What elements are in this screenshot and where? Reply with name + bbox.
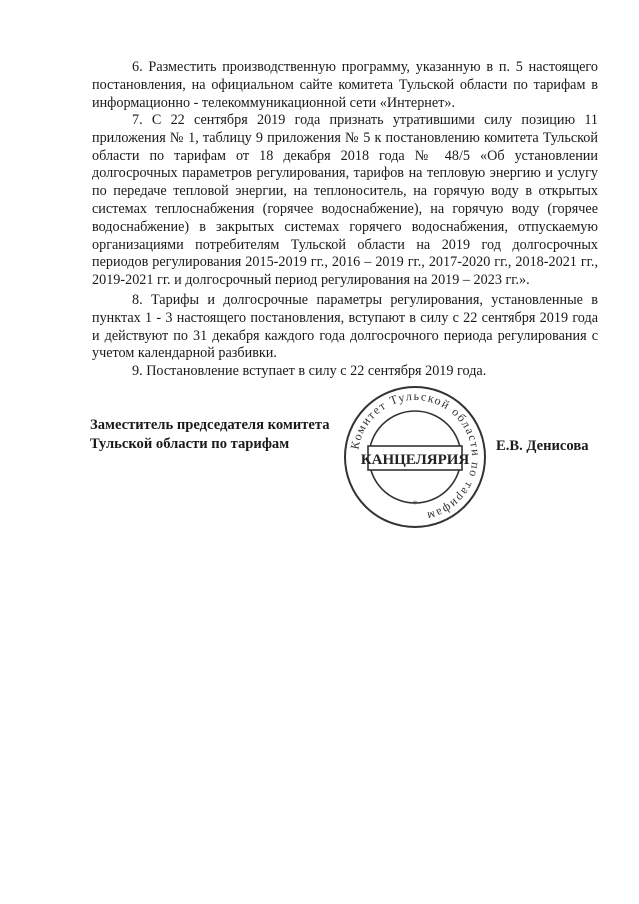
stamp-ring-text: Комитет Тульской области по тарифам (347, 388, 484, 524)
svg-text:*: * (412, 500, 418, 510)
signatory-title-line-2: Тульской области по тарифам (90, 436, 290, 452)
office-stamp (341, 383, 489, 531)
signatory-name: Е.В. Денисова (496, 438, 589, 454)
paragraph-9: 9. Постановление вступает в силу с 22 сентября 2019 года. (132, 363, 487, 379)
stamp-seal-icon (341, 383, 489, 531)
paragraph-7: 7. С 22 сентября 2019 года признать утратившими силу позицию 11 приложения № 1, таблицу 9 приложения № 5 к постановлению комитета Тульской области по тарифам от 18 декабря 2018 года № 48/5 «Об установлении долгосрочных параметров регулирования, тарифов на тепловую энергию и услугу по передаче тепловой энергии, на теплоноситель, на горячую воду в открытых системах теплоснабжения (горячее водоснабжение), на горячую воду (горячее водоснабжение) в закрытых системах горячего водоснабжения, отпускаемую организациями потребителям Тульской области на 2019 год долгосрочных периодов регулирования 2015-2019 гг., 2016 – 2019 гг., 2017-2020 гг., 2018-2021 гг., 2019-2021 гг. и долгосрочный период регулирования на 2019 – 2023 гг.». (92, 112, 598, 289)
stamp-center-text: КАНЦЕЛЯРИЯ (360, 452, 470, 468)
paragraph-6: 6. Разместить производственную программу, указанную в п. 5 настоящего постановления, на официальном сайте комитета Тульской области по тарифам в информационно - телекоммуникационной сети «Интернет». (92, 59, 598, 111)
paragraph-8: 8. Тарифы и долгосрочные параметры регулирования, установленные в пунктах 1 - 3 настоящего постановления, вступают в силу с 22 сентября 2019 года и действуют по 31 декабря каждого года долгосрочного периода регулирования с учетом календарной разбивки. (92, 292, 598, 362)
signatory-title-line-1: Заместитель председателя комитета (90, 417, 330, 433)
signatory-title (90, 416, 330, 454)
